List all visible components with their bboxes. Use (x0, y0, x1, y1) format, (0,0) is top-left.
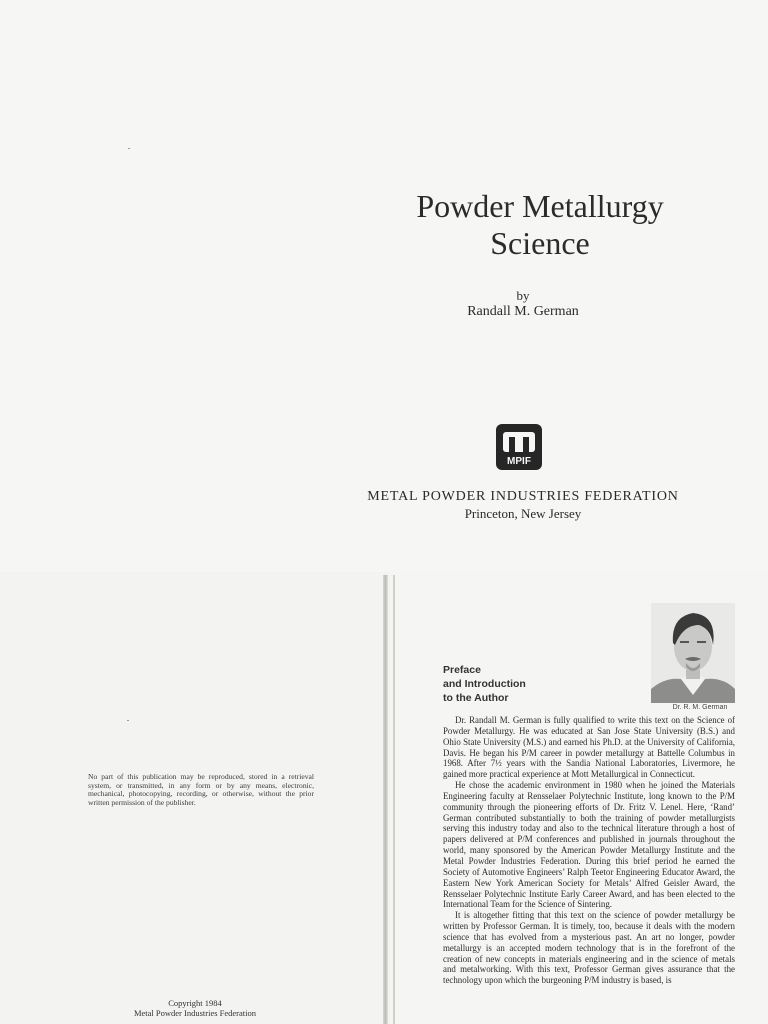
preface-paragraph: He chose the academic environment in 1980 when he joined the Materials Engineering faculty at Rensselaer Polytechnic Institute, long known to the P/M community through the pioneering efforts of Dr. Fritz V. Lenel. Here, ‘Rand’ German contributed substantially to both the training of powder metallurgists serving this industry today and also to the technical literature through a host of papers delivered at P/M conferences and published in journals throughout the world, many sponsored by the American Powder Metallurgy Institute and the Metal Powder Industries Federation. During this brief period he earned the Society of Automotive Engineers’ Ralph Teetor Engineering Educator Award, the Eastern New York American Society for Metals’ Alfred Geisler Award, the Rensselaer Polytechnic Institute Early Career Award, and has been elected to the International Team for the Science of Sintering. (443, 780, 735, 910)
book-title (330, 188, 750, 262)
preface-heading (443, 663, 603, 705)
copyright-holder: Metal Powder Industries Federation (133, 1007, 257, 1018)
publisher-location: Princeton, New Jersey (464, 506, 582, 521)
by-line: by (516, 288, 530, 303)
logo-lettering: MPIF (507, 456, 531, 467)
page-gutter-shadow (383, 575, 388, 1024)
preface-paragraph: It is altogether fitting that this text on the science of powder metallurgy be written by Professor German. It is timely, too, because it deals with the modern science that has evolved from a mysterious past. An art no longer, powder metallurgy is an accepted modern technology that is in the forefront of the creation of new concepts in materials engineering and in the science of metals and metalworking. With this text, Professor German gives assurance that the technology upon which the burgeoning P/M industry is based, is (443, 910, 735, 986)
paper-speck (127, 720, 129, 721)
book-title-line-1: Powder Metallurgy (416, 188, 664, 224)
preface-body (443, 715, 735, 986)
rights-notice: No part of this publication may be reproduced, stored in a retrieval system, or transmitted, in any form or by any means, electronic, mechanical, photocopying, recording, or otherwise, without the prior written permission of the publisher. (88, 772, 314, 807)
copyright-year: Copyright 1984 (168, 998, 222, 1008)
preface-heading-line-3: to the Author (443, 692, 509, 704)
mpif-logo-icon (496, 424, 542, 470)
preface-heading-line-1: Preface (443, 664, 481, 676)
portrait-caption: Dr. R. M. German (672, 704, 728, 711)
publisher-name: METAL POWDER INDUSTRIES FEDERATION (367, 489, 679, 504)
author-name: Randall M. German (467, 304, 579, 319)
book-title-line-2: Science (490, 225, 590, 261)
copyright-notice (100, 999, 290, 1018)
preface-heading-line-2: and Introduction (443, 678, 526, 690)
paper-speck (128, 148, 130, 149)
preface-paragraph: Dr. Randall M. German is fully qualified to write this text on the Science of Powder Metallurgy. He was educated at San Jose State University (B.S.) and Ohio State University (M.S.) and earned his Ph.D. at the University of California, Davis. He began his P/M career in powder metallurgy at Battelle Columbus in 1968. After 7½ years with the Sandia National Laboratories, Livermore, he gained more practical experience at Mott Metallurgical in Connecticut. (443, 715, 735, 780)
page-gutter-edge (393, 575, 395, 1024)
author-portrait (651, 603, 735, 703)
